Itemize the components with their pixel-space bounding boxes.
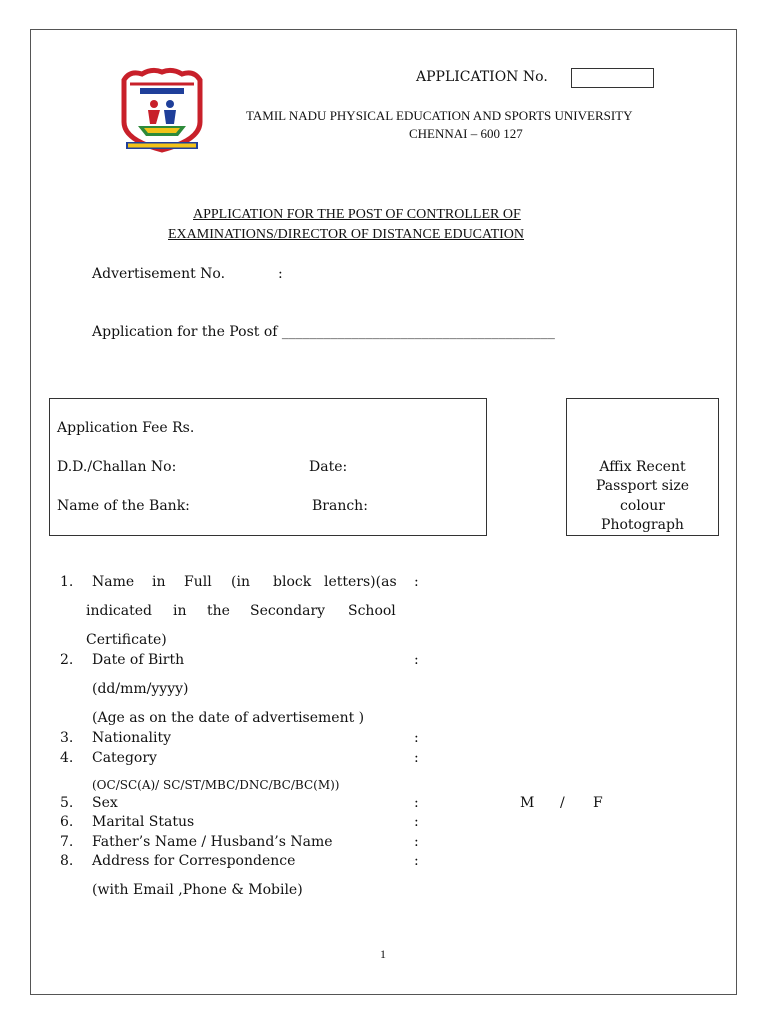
item-7-colon: : [414, 834, 419, 850]
nationality-label: Nationality [92, 730, 171, 746]
item-1-word: in [152, 574, 166, 590]
photo-line-4: Photograph [601, 517, 684, 533]
category-options-hint: (OC/SC(A)/ SC/ST/MBC/DNC/BC/BC(M)) [92, 778, 340, 792]
item-1-line-3: Certificate) [86, 632, 167, 648]
bank-name-label: Name of the Bank: [57, 498, 190, 514]
item-3-number: 3. [60, 730, 74, 746]
advertisement-no-colon: : [278, 266, 283, 282]
item-1-line-2-word: Secondary [250, 603, 326, 619]
category-label: Category [92, 750, 157, 766]
sex-label: Sex [92, 795, 118, 811]
item-1-line-2-word: School [348, 603, 396, 619]
university-name: TAMIL NADU PHYSICAL EDUCATION AND SPORTS UNIVERSITY [246, 108, 633, 123]
sex-option-m: M [520, 795, 535, 811]
guardian-name-label: Father’s Name / Husband’s Name [92, 834, 333, 850]
address-hint: (with Email ,Phone & Mobile) [92, 882, 303, 898]
item-8-colon: : [414, 853, 419, 869]
item-8-number: 8. [60, 853, 74, 869]
item-5-number: 5. [60, 795, 74, 811]
item-1-word: Full [184, 574, 212, 590]
form-title-line-2: EXAMINATIONS/DIRECTOR OF DISTANCE EDUCATION [168, 227, 525, 242]
item-1-number: 1. [60, 574, 74, 590]
item-1-word: block [273, 574, 312, 590]
item-1-line-2-word: in [173, 603, 187, 619]
application-fee-label: Application Fee Rs. [57, 420, 195, 436]
item-4-number: 4. [60, 750, 74, 766]
marital-status-label: Marital Status [92, 814, 195, 830]
item-4-colon: : [414, 750, 419, 766]
form-title-line-1: APPLICATION FOR THE POST OF CONTROLLER OF [193, 207, 521, 222]
item-2-colon: : [414, 652, 419, 668]
university-logo [118, 66, 206, 154]
fee-details-box [49, 398, 487, 536]
item-1-colon: : [414, 574, 419, 590]
item-6-colon: : [414, 814, 419, 830]
photo-line-3: colour [620, 498, 665, 514]
age-hint: (Age as on the date of advertisement ) [92, 710, 365, 726]
photo-line-2: Passport size [596, 478, 689, 494]
university-city: CHENNAI – 600 127 [409, 126, 523, 141]
date-of-birth-label: Date of Birth [92, 652, 185, 668]
post-applied-line: Application for the Post of _______________________________________ [92, 324, 555, 340]
item-1-line-2-word: indicated [86, 603, 152, 619]
item-1-word: Name [92, 574, 135, 590]
item-1-word: (in [231, 574, 250, 590]
branch-label: Branch: [312, 498, 368, 514]
advertisement-no-label: Advertisement No. [92, 266, 226, 282]
item-3-colon: : [414, 730, 419, 746]
photo-line-1: Affix Recent [599, 459, 686, 475]
item-5-colon: : [414, 795, 419, 811]
address-label: Address for Correspondence [92, 853, 296, 869]
date-label: Date: [309, 459, 348, 475]
item-7-number: 7. [60, 834, 74, 850]
sex-option-f: F [593, 795, 603, 811]
item-2-number: 2. [60, 652, 74, 668]
application-no-input[interactable] [571, 68, 654, 88]
item-1-line-2-word: the [207, 603, 230, 619]
page-number: 1 [380, 947, 386, 961]
item-1-word: letters)(as [324, 574, 397, 590]
date-format-hint: (dd/mm/yyyy) [92, 681, 189, 697]
item-6-number: 6. [60, 814, 74, 830]
application-no-label: APPLICATION No. [416, 69, 548, 85]
sex-option-separator: / [560, 795, 565, 811]
photo-box [566, 398, 719, 536]
dd-challan-label: D.D./Challan No: [57, 459, 177, 475]
